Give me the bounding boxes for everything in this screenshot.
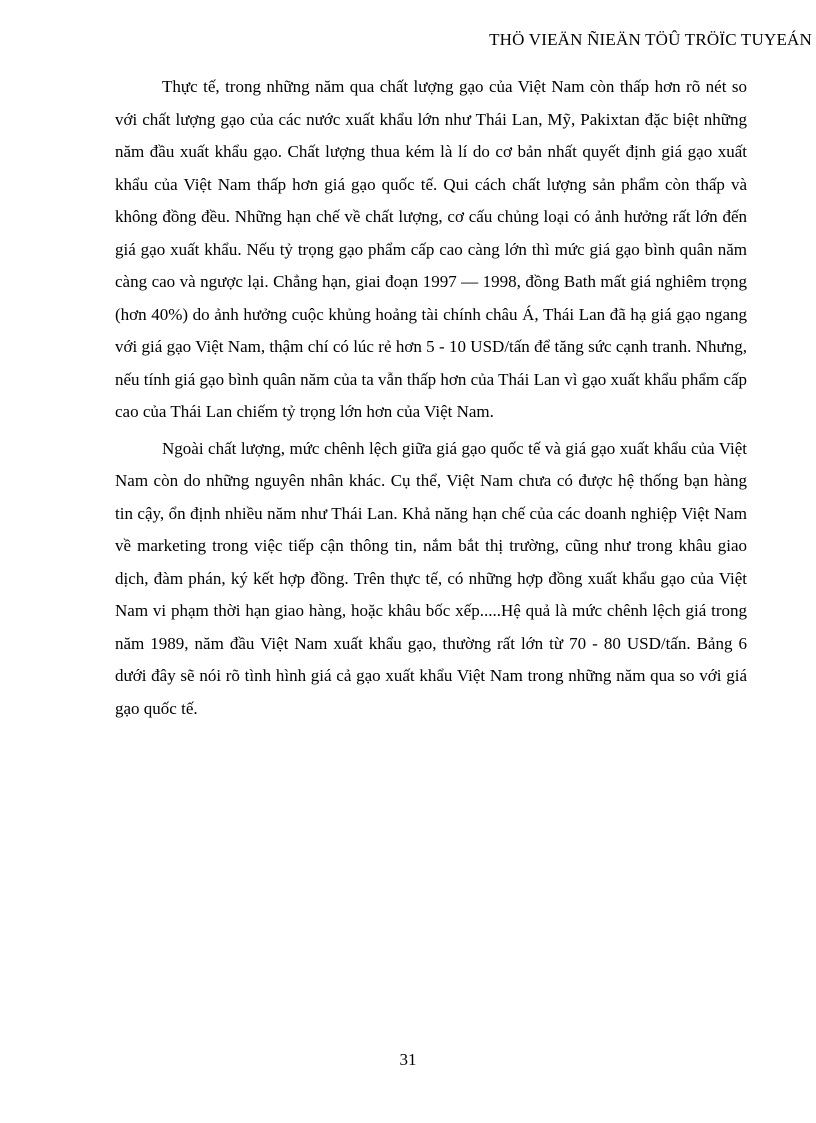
- page-number: 31: [399, 1050, 417, 1069]
- body-paragraph: Thực tế, trong những năm qua chất lượng gạo của Việt Nam còn thấp hơn rõ nét so với chất lượng gạo của các nước xuất khẩu lớn như Thái Lan, Mỹ, Pakixtan đặc biệt những năm đầu xuất khẩu gạo. Chất lượng thua kém là lí do cơ bản nhất quyết định giá gạo xuất khẩu của Việt Nam thấp hơn giá gạo quốc tế. Qui cách chất lượng sản phẩm còn thấp và không đồng đều. Những hạn chế về chất lượng, cơ cấu chủng loại có ảnh hưởng rất lớn đến giá gạo xuất khẩu. Nếu tỷ trọng gạo phẩm cấp cao càng lớn thì mức giá gạo bình quân năm càng cao và ngược lại. Chẳng hạn, giai đoạn 1997 — 1998, đồng Bath mất giá nghiêm trọng (hơn 40%) do ảnh hưởng cuộc khủng hoảng tài chính châu Á, Thái Lan đã hạ giá gạo ngang với giá gạo Việt Nam, thậm chí có lúc rẻ hơn 5 - 10 USD/tấn để tăng sức cạnh tranh. Nhưng, nếu tính giá gạo bình quân năm của ta vẫn thấp hơn của Thái Lan vì gạo xuất khẩu phẩm cấp cao của Thái Lan chiếm tỷ trọng lớn hơn của Việt Nam.: [115, 77, 747, 421]
- page-header: THÖ VIEÄN ÑIEÄN TÖÛ TRÖÏC TUYEÁN: [489, 30, 812, 49]
- body-paragraph: Ngoài chất lượng, mức chênh lệch giữa giá gạo quốc tế và giá gạo xuất khẩu của Việt Nam còn do những nguyên nhân khác. Cụ thể, Việt Nam chưa có được hệ thống bạn hàng tin cậy, ổn định nhiều năm như Thái Lan. Khả năng hạn chế của các doanh nghiệp Việt Nam về marketing trong việc tiếp cận thông tin, nắm bắt thị trường, cũng như trong khâu giao dịch, đàm phán, ký kết hợp đồng. Trên thực tế, có những hợp đồng xuất khẩu gạo của Việt Nam vi phạm thời hạn giao hàng, hoặc khâu bốc xếp.....Hệ quả là mức chênh lệch giá trong năm 1989, năm đầu Việt Nam xuất khẩu gạo, thường rất lớn từ 70 - 80 USD/tấn. Bảng 6 dưới đây sẽ nói rõ tình hình giá cả gạo xuất khẩu Việt Nam trong những năm qua so với giá gạo quốc tế.: [115, 438, 747, 718]
- document-body: [115, 71, 747, 725]
